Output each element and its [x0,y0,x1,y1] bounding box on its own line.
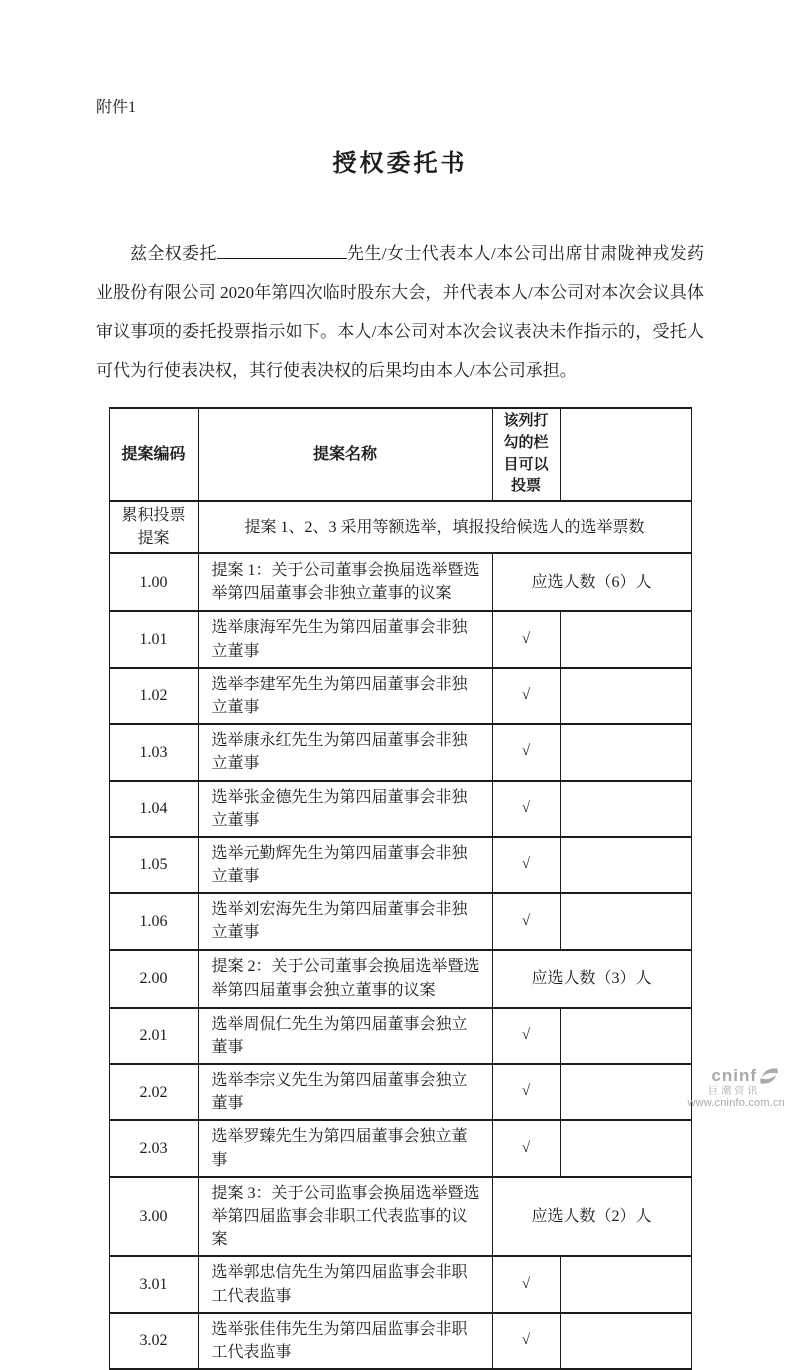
vote-count-blank-cell [560,781,691,837]
cninfo-brand-name: 巨潮资讯 [708,1085,761,1097]
checkmark-cell: √ [492,668,560,724]
proposal-name-cell: 选举刘宏海先生为第四届董事会非独立董事 [198,893,492,949]
table-row [109,781,691,837]
subheader-election-note: 提案 1、2、3 采用等额选举，填报投给候选人的选举票数 [198,501,691,553]
proposal-name-cell: 选举张佳伟先生为第四届监事会非职工代表监事 [198,1313,492,1369]
proposal-table-body [109,408,691,1369]
proposal-name-cell: 提案 1：关于公司董事会换届选举暨选举第四届董事会非独立董事的议案 [198,553,492,611]
table-header-row [109,408,691,501]
document-page [96,94,704,1370]
checkmark-cell: √ [492,1256,560,1312]
checkmark-cell: √ [492,837,560,893]
table-row [109,950,691,1008]
checkmark-cell: √ [492,893,560,949]
proposal-name-cell: 选举张金德先生为第四届董事会非独立董事 [198,781,492,837]
proposal-code-cell: 3.01 [109,1256,198,1312]
elect-count-note-cell: 应选人数（6）人 [492,553,691,611]
proposal-name-cell: 选举元勤辉先生为第四届董事会非独立董事 [198,837,492,893]
table-row [109,1313,691,1369]
checkmark-cell: √ [492,781,560,837]
proposal-name-cell: 提案 2：关于公司董事会换届选举暨选举第四届董事会独立董事的议案 [198,950,492,1008]
cninfo-url: www.cninfo.com.cn [687,1097,785,1110]
table-row [109,553,691,611]
proposal-code-cell: 2.01 [109,1008,198,1064]
vote-count-blank-cell [560,1256,691,1312]
table-row [109,1064,691,1120]
proposal-name-cell: 选举康海军先生为第四届董事会非独立董事 [198,611,492,667]
vote-count-blank-cell [560,724,691,780]
proposal-code-cell: 1.01 [109,611,198,667]
attachment-label: 附件1 [96,99,137,116]
vote-count-blank-cell [560,1064,691,1120]
vote-count-blank-cell [560,837,691,893]
vote-count-blank-cell [560,1008,691,1064]
cninfo-logo [687,1066,785,1086]
elect-count-note-cell: 应选人数（3）人 [492,950,691,1008]
proposal-name-cell: 选举郭忠信先生为第四届监事会非职工代表监事 [198,1256,492,1312]
proposal-code-cell: 2.00 [109,950,198,1008]
proposal-code-cell: 1.02 [109,668,198,724]
elect-count-note-cell: 应选人数（2）人 [492,1177,691,1257]
proposal-name-cell: 选举罗臻先生为第四届董事会独立董事 [198,1120,492,1176]
checkmark-cell: √ [492,1008,560,1064]
paragraph-trailing-text: 先生/女士代表本人/本公司出席甘肃陇神戎发药业股份有限公司 2020年第四次临时股东大会，并代表本人/本公司对本次会议具体审议事项的委托投票指示如下。本人/本公司对本次会议表决未作指示的，受托人可代为行使表决权，其行使表决权的后果均由本人/本公司承担。 [96,244,705,380]
proposal-name-cell: 提案 3：关于公司监事会换届选举暨选举第四届监事会非职工代表监事的议案 [198,1177,492,1257]
proposal-table [109,407,692,1370]
table-row [109,611,691,667]
attorney-name-blank-underline [217,242,347,259]
table-row [109,724,691,780]
paragraph-lead-text: 兹全权委托 [130,244,217,263]
header-blank-cell [560,408,691,501]
proposal-code-cell: 3.02 [109,1313,198,1369]
checkmark-cell: √ [492,611,560,667]
vote-count-blank-cell [560,893,691,949]
proposal-name-cell: 选举李建军先生为第四届董事会非独立董事 [198,668,492,724]
proposal-code-cell: 1.00 [109,553,198,611]
header-proposal-name: 提案名称 [198,408,492,501]
table-subheader-row [109,501,691,553]
subheader-cumulative-voting: 累积投票提案 [109,501,198,553]
proposal-code-cell: 1.03 [109,724,198,780]
checkmark-cell: √ [492,724,560,780]
checkmark-cell: √ [492,1064,560,1120]
proposal-code-cell: 1.04 [109,781,198,837]
proposal-code-cell: 1.05 [109,837,198,893]
cninfo-swirl-icon [759,1066,779,1086]
table-row [109,1177,691,1257]
header-proposal-code: 提案编码 [109,408,198,501]
proposal-name-cell: 选举李宗义先生为第四届董事会独立董事 [198,1064,492,1120]
proposal-code-cell: 2.03 [109,1120,198,1176]
vote-count-blank-cell [560,1120,691,1176]
proposal-name-cell: 选举周侃仁先生为第四届董事会独立董事 [198,1008,492,1064]
authorization-paragraph [96,234,704,390]
table-row [109,893,691,949]
proposal-name-cell: 选举康永红先生为第四届董事会非独立董事 [198,724,492,780]
vote-count-blank-cell [560,611,691,667]
cninfo-logo-text: cninf [711,1066,757,1086]
vote-count-blank-cell [560,668,691,724]
cninfo-watermark [687,1066,785,1110]
table-row [109,1256,691,1312]
vote-count-blank-cell [560,1313,691,1369]
proposal-code-cell: 3.00 [109,1177,198,1257]
header-vote-hint: 该列打勾的栏目可以投票 [492,408,560,501]
checkmark-cell: √ [492,1313,560,1369]
proposal-code-cell: 1.06 [109,893,198,949]
table-row [109,668,691,724]
table-row [109,837,691,893]
table-row [109,1008,691,1064]
proposal-code-cell: 2.02 [109,1064,198,1120]
page-title: 授权委托书 [332,151,468,177]
checkmark-cell: √ [492,1120,560,1176]
table-row [109,1120,691,1176]
